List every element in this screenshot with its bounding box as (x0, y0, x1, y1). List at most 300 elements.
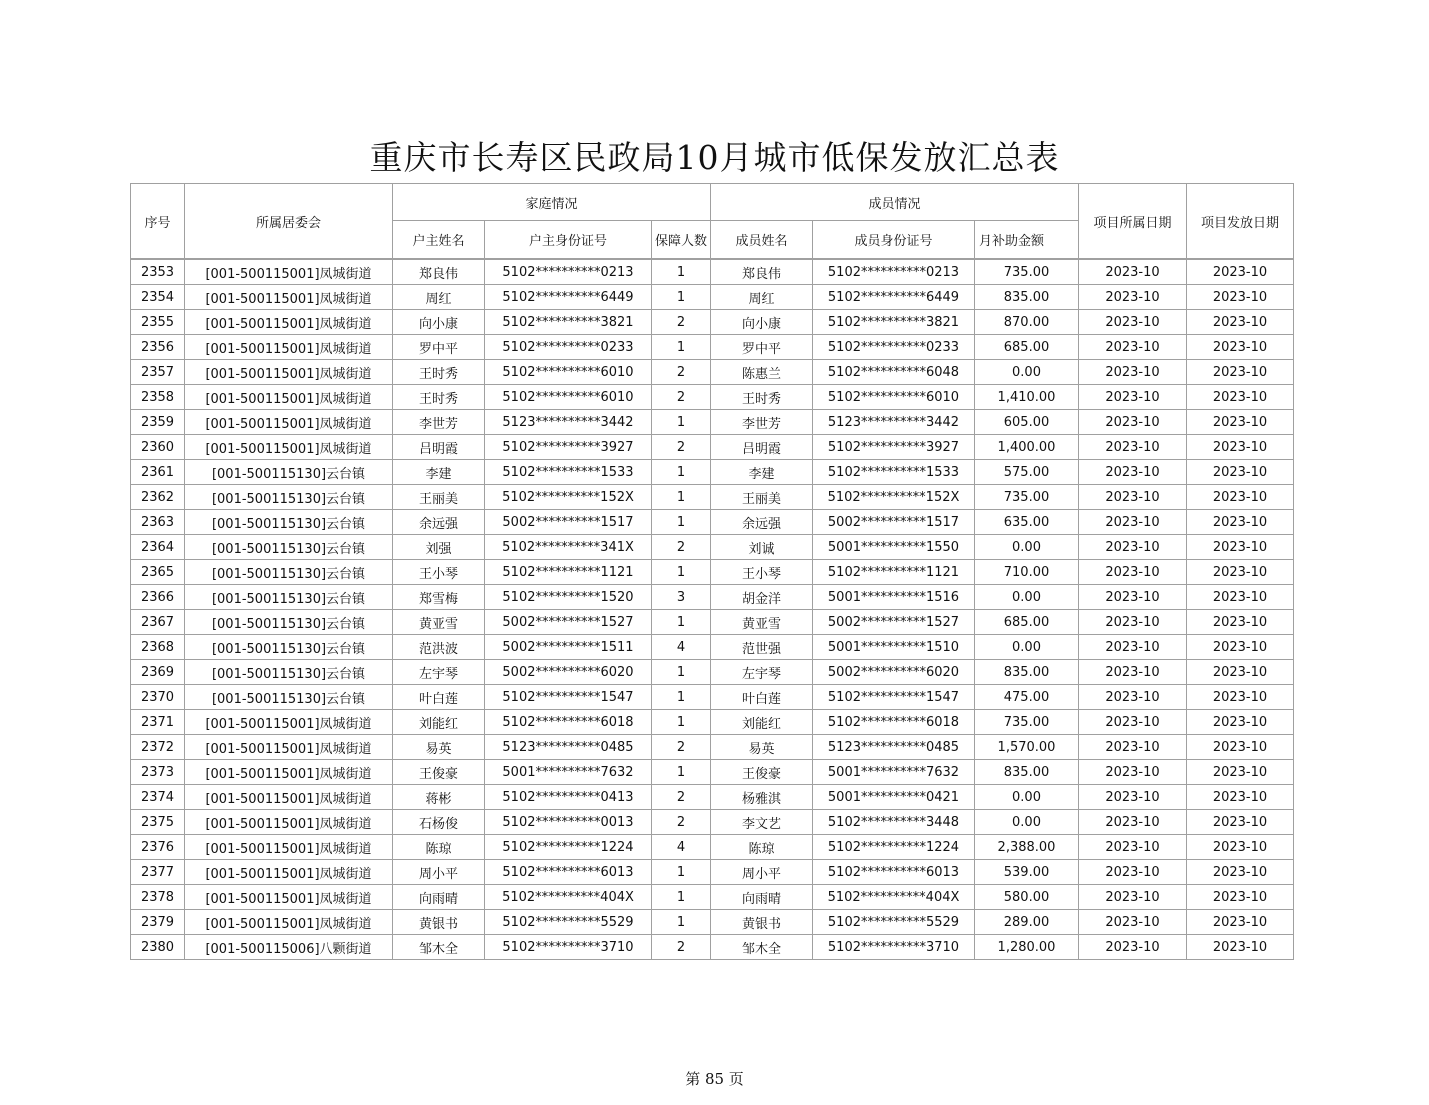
subsidy-cell: 1,410.00 (975, 385, 1079, 410)
project-period-cell: 2023-10 (1079, 385, 1187, 410)
committee-cell: [001-500115001]凤城街道 (185, 860, 393, 885)
head-id-cell: 5102**********3927 (485, 435, 652, 460)
issue-date-cell: 2023-10 (1187, 360, 1294, 385)
member-name-cell: 易英 (711, 735, 813, 760)
seq-cell: 2355 (131, 310, 185, 335)
table-row (131, 810, 1294, 835)
member-name-cell: 余远强 (711, 510, 813, 535)
issue-date-cell: 2023-10 (1187, 460, 1294, 485)
head-name-cell: 蒋彬 (393, 785, 485, 810)
insured-count-cell: 2 (652, 385, 711, 410)
head-id-cell: 5102**********3710 (485, 935, 652, 960)
member-name-cell: 李文艺 (711, 810, 813, 835)
table-row (131, 285, 1294, 310)
head-name-cell: 王丽美 (393, 485, 485, 510)
project-period-cell: 2023-10 (1079, 410, 1187, 435)
member-id-cell: 5001**********1516 (813, 585, 975, 610)
member-name-cell: 向小康 (711, 310, 813, 335)
committee-cell: [001-500115001]凤城街道 (185, 385, 393, 410)
head-id-cell: 5102**********1121 (485, 560, 652, 585)
seq-cell: 2357 (131, 360, 185, 385)
table-row (131, 385, 1294, 410)
member-id-cell: 5102**********3927 (813, 435, 975, 460)
insured-count-cell: 1 (652, 460, 711, 485)
header-member-group: 成员情况 (711, 184, 1079, 221)
subsidy-cell: 735.00 (975, 259, 1079, 285)
member-id-cell: 5102**********1533 (813, 460, 975, 485)
subsidy-cell: 0.00 (975, 585, 1079, 610)
issue-date-cell: 2023-10 (1187, 760, 1294, 785)
project-period-cell: 2023-10 (1079, 510, 1187, 535)
seq-cell: 2366 (131, 585, 185, 610)
seq-cell: 2359 (131, 410, 185, 435)
table-row (131, 310, 1294, 335)
issue-date-cell: 2023-10 (1187, 560, 1294, 585)
committee-cell: [001-500115001]凤城街道 (185, 310, 393, 335)
member-name-cell: 黄银书 (711, 910, 813, 935)
member-id-cell: 5102**********6048 (813, 360, 975, 385)
member-id-cell: 5102**********3821 (813, 310, 975, 335)
header-monthly-subsidy: 月补助金额 (975, 221, 1079, 260)
member-id-cell: 5102**********0213 (813, 259, 975, 285)
insured-count-cell: 2 (652, 435, 711, 460)
seq-cell: 2361 (131, 460, 185, 485)
member-name-cell: 杨雅淇 (711, 785, 813, 810)
issue-date-cell: 2023-10 (1187, 285, 1294, 310)
insured-count-cell: 1 (652, 510, 711, 535)
head-id-cell: 5002**********1511 (485, 635, 652, 660)
seq-cell: 2373 (131, 760, 185, 785)
member-name-cell: 罗中平 (711, 335, 813, 360)
committee-cell: [001-500115130]云台镇 (185, 635, 393, 660)
issue-date-cell: 2023-10 (1187, 535, 1294, 560)
project-period-cell: 2023-10 (1079, 860, 1187, 885)
header-member-id: 成员身份证号 (813, 221, 975, 260)
member-name-cell: 周小平 (711, 860, 813, 885)
insured-count-cell: 2 (652, 810, 711, 835)
member-id-cell: 5002**********1517 (813, 510, 975, 535)
table-row (131, 710, 1294, 735)
head-name-cell: 郑良伟 (393, 259, 485, 285)
insured-count-cell: 1 (652, 259, 711, 285)
member-id-cell: 5002**********1527 (813, 610, 975, 635)
table-row (131, 510, 1294, 535)
insured-count-cell: 1 (652, 885, 711, 910)
seq-cell: 2377 (131, 860, 185, 885)
seq-cell: 2372 (131, 735, 185, 760)
seq-cell: 2374 (131, 785, 185, 810)
member-id-cell: 5102**********0233 (813, 335, 975, 360)
table-row (131, 910, 1294, 935)
insured-count-cell: 2 (652, 785, 711, 810)
issue-date-cell: 2023-10 (1187, 310, 1294, 335)
committee-cell: [001-500115130]云台镇 (185, 510, 393, 535)
issue-date-cell: 2023-10 (1187, 835, 1294, 860)
member-id-cell: 5001**********1550 (813, 535, 975, 560)
member-name-cell: 叶白莲 (711, 685, 813, 710)
project-period-cell: 2023-10 (1079, 585, 1187, 610)
project-period-cell: 2023-10 (1079, 735, 1187, 760)
issue-date-cell: 2023-10 (1187, 385, 1294, 410)
project-period-cell: 2023-10 (1079, 560, 1187, 585)
table-row (131, 660, 1294, 685)
head-id-cell: 5102**********6010 (485, 360, 652, 385)
table-body (131, 259, 1294, 960)
head-name-cell: 周小平 (393, 860, 485, 885)
project-period-cell: 2023-10 (1079, 910, 1187, 935)
member-id-cell: 5102**********3448 (813, 810, 975, 835)
subsidy-cell: 2,388.00 (975, 835, 1079, 860)
insured-count-cell: 3 (652, 585, 711, 610)
insured-count-cell: 1 (652, 760, 711, 785)
subsidy-cell: 685.00 (975, 335, 1079, 360)
subsidy-cell: 580.00 (975, 885, 1079, 910)
page-number: 第 85 页 (685, 1070, 744, 1088)
subsidy-cell: 735.00 (975, 485, 1079, 510)
issue-date-cell: 2023-10 (1187, 435, 1294, 460)
project-period-cell: 2023-10 (1079, 835, 1187, 860)
project-period-cell: 2023-10 (1079, 259, 1187, 285)
subsidy-cell: 835.00 (975, 285, 1079, 310)
committee-cell: [001-500115001]凤城街道 (185, 335, 393, 360)
member-name-cell: 王丽美 (711, 485, 813, 510)
committee-cell: [001-500115130]云台镇 (185, 685, 393, 710)
member-id-cell: 5001**********0421 (813, 785, 975, 810)
issue-date-cell: 2023-10 (1187, 259, 1294, 285)
member-id-cell: 5102**********1547 (813, 685, 975, 710)
subsidy-cell: 0.00 (975, 360, 1079, 385)
committee-cell: [001-500115130]云台镇 (185, 610, 393, 635)
issue-date-cell: 2023-10 (1187, 410, 1294, 435)
seq-cell: 2369 (131, 660, 185, 685)
head-id-cell: 5102**********0233 (485, 335, 652, 360)
subsidy-cell: 1,280.00 (975, 935, 1079, 960)
issue-date-cell: 2023-10 (1187, 710, 1294, 735)
committee-cell: [001-500115001]凤城街道 (185, 835, 393, 860)
table-row (131, 735, 1294, 760)
head-id-cell: 5102**********6449 (485, 285, 652, 310)
table-row (131, 535, 1294, 560)
project-period-cell: 2023-10 (1079, 760, 1187, 785)
project-period-cell: 2023-10 (1079, 485, 1187, 510)
committee-cell: [001-500115001]凤城街道 (185, 410, 393, 435)
member-name-cell: 李建 (711, 460, 813, 485)
member-name-cell: 陈琼 (711, 835, 813, 860)
seq-cell: 2368 (131, 635, 185, 660)
table-row (131, 785, 1294, 810)
member-id-cell: 5102**********6018 (813, 710, 975, 735)
table-row (131, 585, 1294, 610)
member-id-cell: 5001**********7632 (813, 760, 975, 785)
head-name-cell: 李世芳 (393, 410, 485, 435)
head-id-cell: 5123**********0485 (485, 735, 652, 760)
subsidy-cell: 289.00 (975, 910, 1079, 935)
head-name-cell: 王时秀 (393, 385, 485, 410)
table-row (131, 560, 1294, 585)
insured-count-cell: 1 (652, 335, 711, 360)
committee-cell: [001-500115001]凤城街道 (185, 885, 393, 910)
head-id-cell: 5102**********341X (485, 535, 652, 560)
head-name-cell: 周红 (393, 285, 485, 310)
subsidy-cell: 575.00 (975, 460, 1079, 485)
insured-count-cell: 1 (652, 860, 711, 885)
table-row (131, 610, 1294, 635)
member-id-cell: 5102**********1121 (813, 560, 975, 585)
committee-cell: [001-500115130]云台镇 (185, 585, 393, 610)
insured-count-cell: 2 (652, 310, 711, 335)
head-name-cell: 吕明霞 (393, 435, 485, 460)
table-row (131, 410, 1294, 435)
issue-date-cell: 2023-10 (1187, 860, 1294, 885)
head-name-cell: 李建 (393, 460, 485, 485)
insured-count-cell: 1 (652, 910, 711, 935)
table-row (131, 335, 1294, 360)
head-name-cell: 石杨俊 (393, 810, 485, 835)
header-insured-count: 保障人数 (652, 221, 711, 260)
table-row (131, 760, 1294, 785)
issue-date-cell: 2023-10 (1187, 810, 1294, 835)
seq-cell: 2378 (131, 885, 185, 910)
project-period-cell: 2023-10 (1079, 535, 1187, 560)
seq-cell: 2371 (131, 710, 185, 735)
subsidy-cell: 870.00 (975, 310, 1079, 335)
member-id-cell: 5102**********6010 (813, 385, 975, 410)
seq-cell: 2364 (131, 535, 185, 560)
member-id-cell: 5102**********6013 (813, 860, 975, 885)
header-head-id: 户主身份证号 (485, 221, 652, 260)
member-name-cell: 范世强 (711, 635, 813, 660)
committee-cell: [001-500115130]云台镇 (185, 460, 393, 485)
table-row (131, 435, 1294, 460)
project-period-cell: 2023-10 (1079, 635, 1187, 660)
subsidy-cell: 685.00 (975, 610, 1079, 635)
head-id-cell: 5102**********6018 (485, 710, 652, 735)
head-name-cell: 邹木全 (393, 935, 485, 960)
insured-count-cell: 1 (652, 660, 711, 685)
member-name-cell: 刘能红 (711, 710, 813, 735)
insured-count-cell: 1 (652, 685, 711, 710)
committee-cell: [001-500115130]云台镇 (185, 660, 393, 685)
member-name-cell: 陈惠兰 (711, 360, 813, 385)
issue-date-cell: 2023-10 (1187, 510, 1294, 535)
insured-count-cell: 2 (652, 535, 711, 560)
seq-cell: 2362 (131, 485, 185, 510)
table-row (131, 485, 1294, 510)
member-id-cell: 5002**********6020 (813, 660, 975, 685)
insured-count-cell: 1 (652, 410, 711, 435)
insured-count-cell: 1 (652, 560, 711, 585)
head-id-cell: 5123**********3442 (485, 410, 652, 435)
member-name-cell: 王俊豪 (711, 760, 813, 785)
seq-cell: 2367 (131, 610, 185, 635)
committee-cell: [001-500115001]凤城街道 (185, 435, 393, 460)
project-period-cell: 2023-10 (1079, 660, 1187, 685)
committee-cell: [001-500115130]云台镇 (185, 535, 393, 560)
member-id-cell: 5123**********3442 (813, 410, 975, 435)
committee-cell: [001-500115001]凤城街道 (185, 360, 393, 385)
issue-date-cell: 2023-10 (1187, 660, 1294, 685)
head-id-cell: 5102**********0213 (485, 259, 652, 285)
head-name-cell: 叶白莲 (393, 685, 485, 710)
insured-count-cell: 4 (652, 835, 711, 860)
project-period-cell: 2023-10 (1079, 460, 1187, 485)
seq-cell: 2379 (131, 910, 185, 935)
insured-count-cell: 2 (652, 360, 711, 385)
subsidy-table (130, 183, 1294, 960)
head-name-cell: 王俊豪 (393, 760, 485, 785)
seq-cell: 2363 (131, 510, 185, 535)
head-id-cell: 5001**********7632 (485, 760, 652, 785)
head-id-cell: 5002**********1527 (485, 610, 652, 635)
project-period-cell: 2023-10 (1079, 435, 1187, 460)
head-id-cell: 5102**********1533 (485, 460, 652, 485)
table-row (131, 835, 1294, 860)
head-name-cell: 王时秀 (393, 360, 485, 385)
member-id-cell: 5102**********6449 (813, 285, 975, 310)
table-row (131, 860, 1294, 885)
insured-count-cell: 1 (652, 285, 711, 310)
header-seq: 序号 (131, 184, 185, 260)
project-period-cell: 2023-10 (1079, 935, 1187, 960)
head-id-cell: 5102**********5529 (485, 910, 652, 935)
head-name-cell: 郑雪梅 (393, 585, 485, 610)
member-id-cell: 5001**********1510 (813, 635, 975, 660)
head-id-cell: 5002**********6020 (485, 660, 652, 685)
project-period-cell: 2023-10 (1079, 335, 1187, 360)
subsidy-cell: 1,570.00 (975, 735, 1079, 760)
issue-date-cell: 2023-10 (1187, 610, 1294, 635)
insured-count-cell: 1 (652, 610, 711, 635)
committee-cell: [001-500115001]凤城街道 (185, 910, 393, 935)
head-name-cell: 黄亚雪 (393, 610, 485, 635)
head-id-cell: 5102**********152X (485, 485, 652, 510)
issue-date-cell: 2023-10 (1187, 785, 1294, 810)
subsidy-cell: 0.00 (975, 785, 1079, 810)
header-issue-date: 项目发放日期 (1187, 184, 1294, 260)
head-id-cell: 5102**********6010 (485, 385, 652, 410)
insured-count-cell: 1 (652, 485, 711, 510)
seq-cell: 2380 (131, 935, 185, 960)
seq-cell: 2375 (131, 810, 185, 835)
head-id-cell: 5102**********0013 (485, 810, 652, 835)
head-id-cell: 5102**********3821 (485, 310, 652, 335)
header-head-name: 户主姓名 (393, 221, 485, 260)
seq-cell: 2365 (131, 560, 185, 585)
head-name-cell: 黄银书 (393, 910, 485, 935)
header-member-name: 成员姓名 (711, 221, 813, 260)
committee-cell: [001-500115001]凤城街道 (185, 259, 393, 285)
head-id-cell: 5102**********0413 (485, 785, 652, 810)
member-name-cell: 邹木全 (711, 935, 813, 960)
page-title: 重庆市长寿区民政局10月城市低保发放汇总表 (369, 138, 1060, 177)
member-name-cell: 刘诚 (711, 535, 813, 560)
member-name-cell: 黄亚雪 (711, 610, 813, 635)
header-committee: 所属居委会 (185, 184, 393, 260)
insured-count-cell: 4 (652, 635, 711, 660)
project-period-cell: 2023-10 (1079, 285, 1187, 310)
head-name-cell: 刘能红 (393, 710, 485, 735)
issue-date-cell: 2023-10 (1187, 635, 1294, 660)
project-period-cell: 2023-10 (1079, 310, 1187, 335)
table-row (131, 360, 1294, 385)
project-period-cell: 2023-10 (1079, 710, 1187, 735)
head-name-cell: 向雨晴 (393, 885, 485, 910)
member-name-cell: 李世芳 (711, 410, 813, 435)
seq-cell: 2370 (131, 685, 185, 710)
seq-cell: 2354 (131, 285, 185, 310)
member-name-cell: 王小琴 (711, 560, 813, 585)
seq-cell: 2376 (131, 835, 185, 860)
project-period-cell: 2023-10 (1079, 810, 1187, 835)
seq-cell: 2353 (131, 259, 185, 285)
insured-count-cell: 1 (652, 710, 711, 735)
committee-cell: [001-500115130]云台镇 (185, 485, 393, 510)
subsidy-cell: 710.00 (975, 560, 1079, 585)
member-id-cell: 5102**********1224 (813, 835, 975, 860)
head-name-cell: 刘强 (393, 535, 485, 560)
member-name-cell: 郑良伟 (711, 259, 813, 285)
insured-count-cell: 2 (652, 735, 711, 760)
table-row (131, 935, 1294, 960)
subsidy-cell: 0.00 (975, 535, 1079, 560)
committee-cell: [001-500115006]八颗街道 (185, 935, 393, 960)
committee-cell: [001-500115001]凤城街道 (185, 735, 393, 760)
table-row (131, 685, 1294, 710)
committee-cell: [001-500115001]凤城街道 (185, 810, 393, 835)
project-period-cell: 2023-10 (1079, 360, 1187, 385)
issue-date-cell: 2023-10 (1187, 910, 1294, 935)
subsidy-cell: 835.00 (975, 660, 1079, 685)
committee-cell: [001-500115001]凤城街道 (185, 285, 393, 310)
table-row (131, 635, 1294, 660)
member-name-cell: 吕明霞 (711, 435, 813, 460)
member-id-cell: 5123**********0485 (813, 735, 975, 760)
member-name-cell: 向雨晴 (711, 885, 813, 910)
head-id-cell: 5102**********1224 (485, 835, 652, 860)
subsidy-cell: 605.00 (975, 410, 1079, 435)
member-id-cell: 5102**********5529 (813, 910, 975, 935)
issue-date-cell: 2023-10 (1187, 585, 1294, 610)
member-name-cell: 王时秀 (711, 385, 813, 410)
head-id-cell: 5102**********1547 (485, 685, 652, 710)
subsidy-cell: 635.00 (975, 510, 1079, 535)
table-row (131, 259, 1294, 285)
subsidy-cell: 0.00 (975, 810, 1079, 835)
seq-cell: 2360 (131, 435, 185, 460)
member-id-cell: 5102**********3710 (813, 935, 975, 960)
project-period-cell: 2023-10 (1079, 785, 1187, 810)
head-name-cell: 王小琴 (393, 560, 485, 585)
member-name-cell: 左宇琴 (711, 660, 813, 685)
issue-date-cell: 2023-10 (1187, 885, 1294, 910)
head-id-cell: 5102**********6013 (485, 860, 652, 885)
head-name-cell: 余远强 (393, 510, 485, 535)
issue-date-cell: 2023-10 (1187, 935, 1294, 960)
subsidy-cell: 1,400.00 (975, 435, 1079, 460)
subsidy-cell: 0.00 (975, 635, 1079, 660)
header-family-group: 家庭情况 (393, 184, 711, 221)
insured-count-cell: 2 (652, 935, 711, 960)
table-row (131, 885, 1294, 910)
subsidy-cell: 735.00 (975, 710, 1079, 735)
committee-cell: [001-500115001]凤城街道 (185, 710, 393, 735)
subsidy-cell: 475.00 (975, 685, 1079, 710)
issue-date-cell: 2023-10 (1187, 335, 1294, 360)
seq-cell: 2358 (131, 385, 185, 410)
project-period-cell: 2023-10 (1079, 610, 1187, 635)
head-name-cell: 易英 (393, 735, 485, 760)
issue-date-cell: 2023-10 (1187, 735, 1294, 760)
